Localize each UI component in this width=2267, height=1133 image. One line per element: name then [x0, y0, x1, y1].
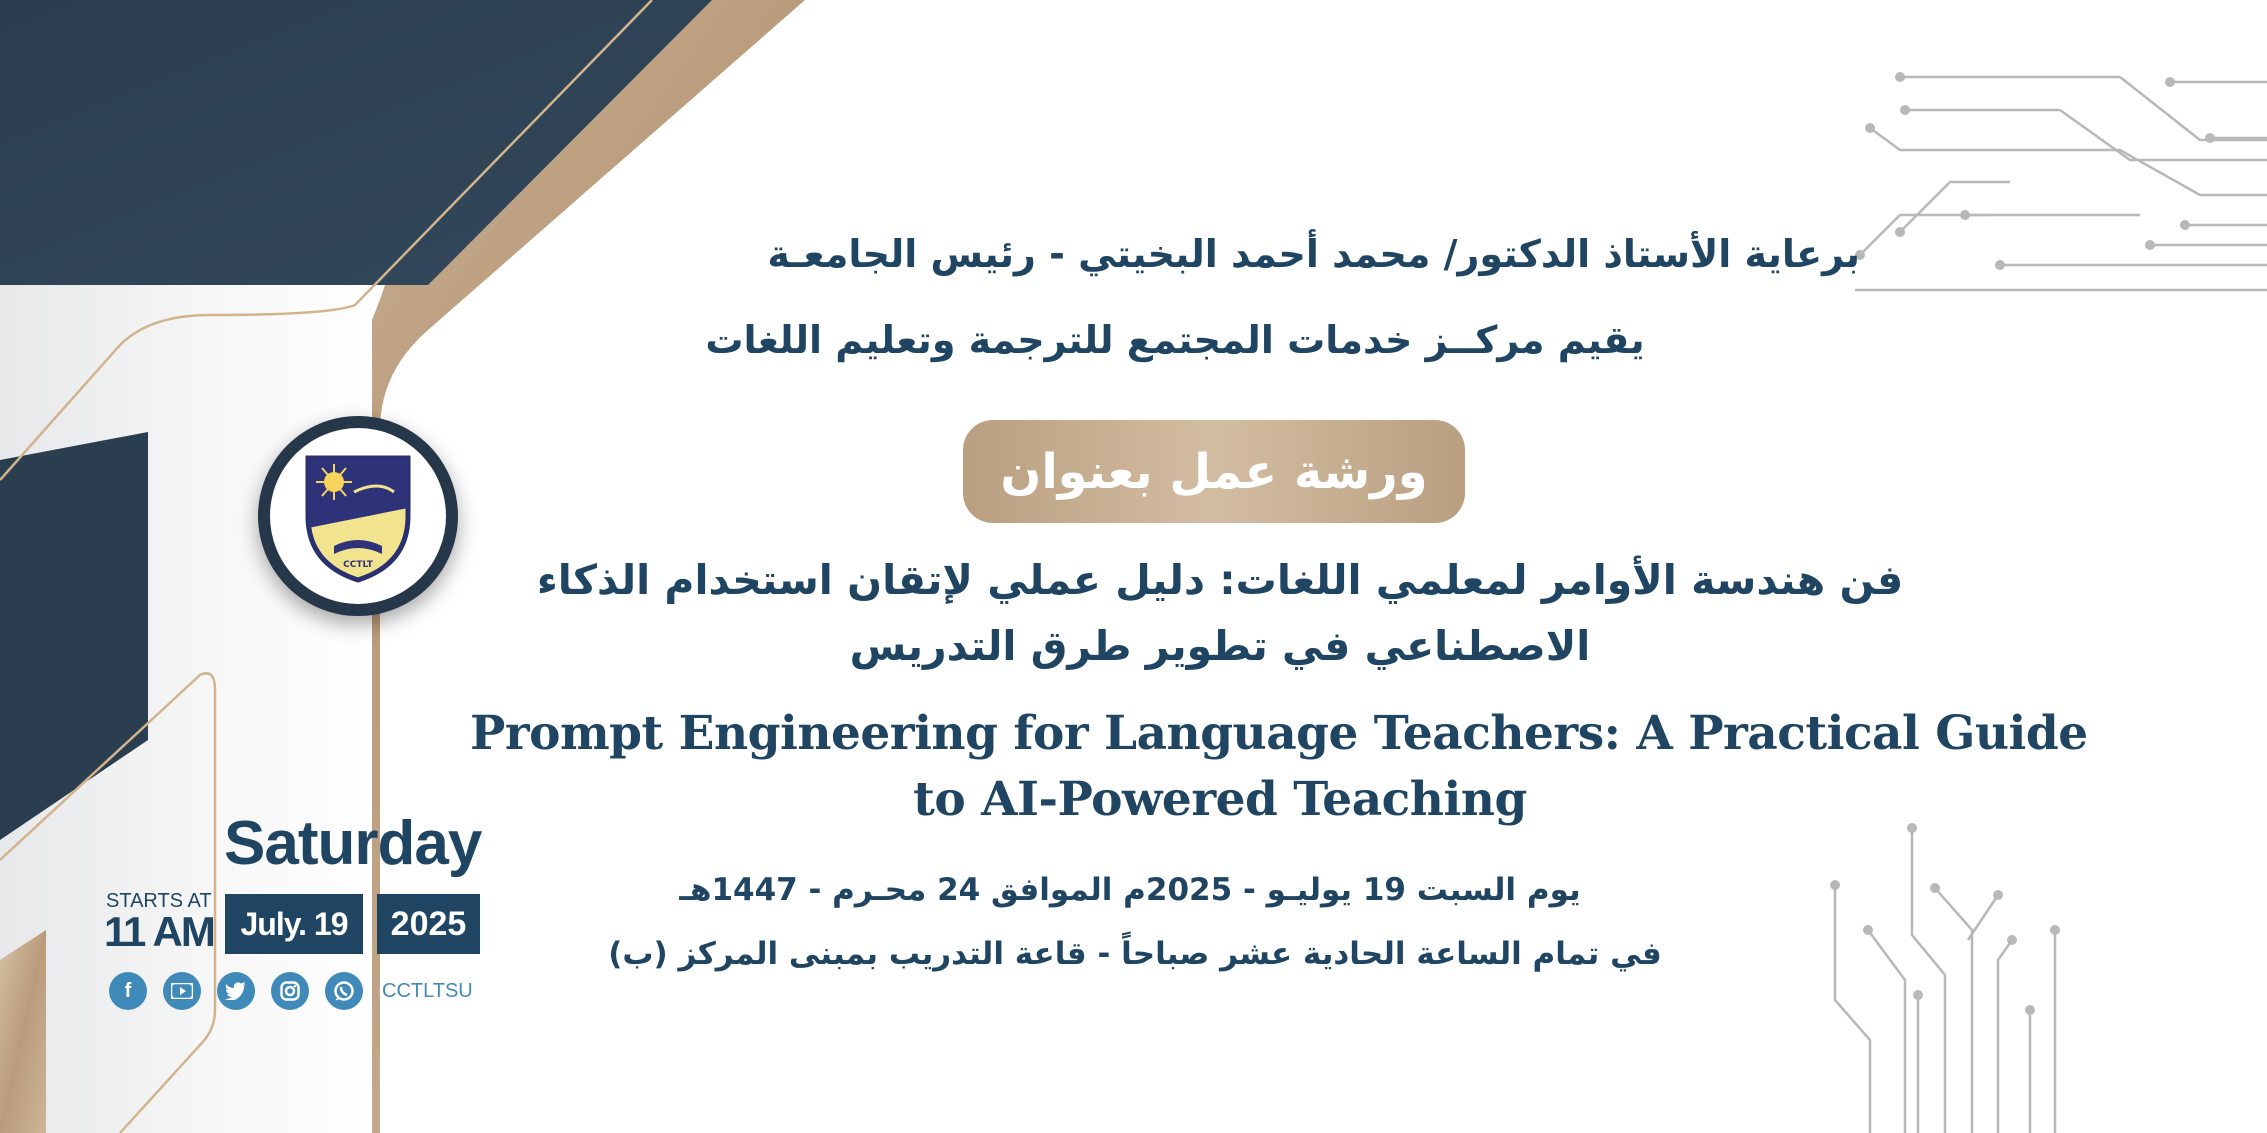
- youtube-icon[interactable]: [163, 972, 201, 1010]
- date-line: يوم السبت 19 يوليـو - 2025م الموافق 24 محـرم - 1447هـ: [679, 872, 1581, 908]
- patron-line: برعاية الأستاذ الدكتور/ محمد أحمد البخيتي - رئيس الجامعـة: [767, 232, 1860, 276]
- event-day: Saturday: [224, 809, 482, 878]
- university-logo: [258, 416, 458, 616]
- venue-line: في تمام الساعة الحادية عشر صباحاً - قاعة التدريب بمبنى المركز (ب): [608, 936, 1662, 972]
- event-time: 11 AM: [104, 908, 214, 955]
- workshop-badge-label: ورشة عمل بعنوان: [1000, 443, 1428, 500]
- circuit-top-right-dots: [1855, 72, 2215, 270]
- title-arabic-line1: فن هندسة الأوامر لمعلمي اللغات: دليل عملي لإتقان استخدام الذكاء: [536, 556, 1904, 604]
- event-year: 2025: [390, 904, 467, 943]
- logo-label: CCTLT: [343, 560, 373, 570]
- gold-corner: [0, 930, 46, 1133]
- event-date-box: [225, 894, 363, 954]
- social-handle: CCTLTSU: [382, 980, 473, 1002]
- title-english-line2: to AI-Powered Teaching: [913, 772, 1527, 827]
- whatsapp-icon[interactable]: [325, 972, 363, 1010]
- circuit-bottom-right: [1835, 828, 2055, 1133]
- title-arabic-line2: الاصطناعي في تطوير طرق التدريس: [849, 622, 1591, 670]
- starts-at-label: STARTS AT: [106, 890, 212, 912]
- facebook-icon[interactable]: f: [109, 972, 147, 1010]
- title-english-line1: Prompt Engineering for Language Teachers: A Practical Guide: [470, 706, 2088, 761]
- event-date: July. 19: [240, 905, 348, 942]
- organizer-line: يقيم مركــز خدمات المجتمع للترجمة وتعليم اللغات: [705, 318, 1645, 362]
- instagram-icon[interactable]: [271, 972, 309, 1010]
- event-year-box: [377, 894, 480, 954]
- twitter-icon[interactable]: [217, 972, 255, 1010]
- circuit-top-right: [1855, 77, 2267, 290]
- workshop-badge: [963, 420, 1465, 523]
